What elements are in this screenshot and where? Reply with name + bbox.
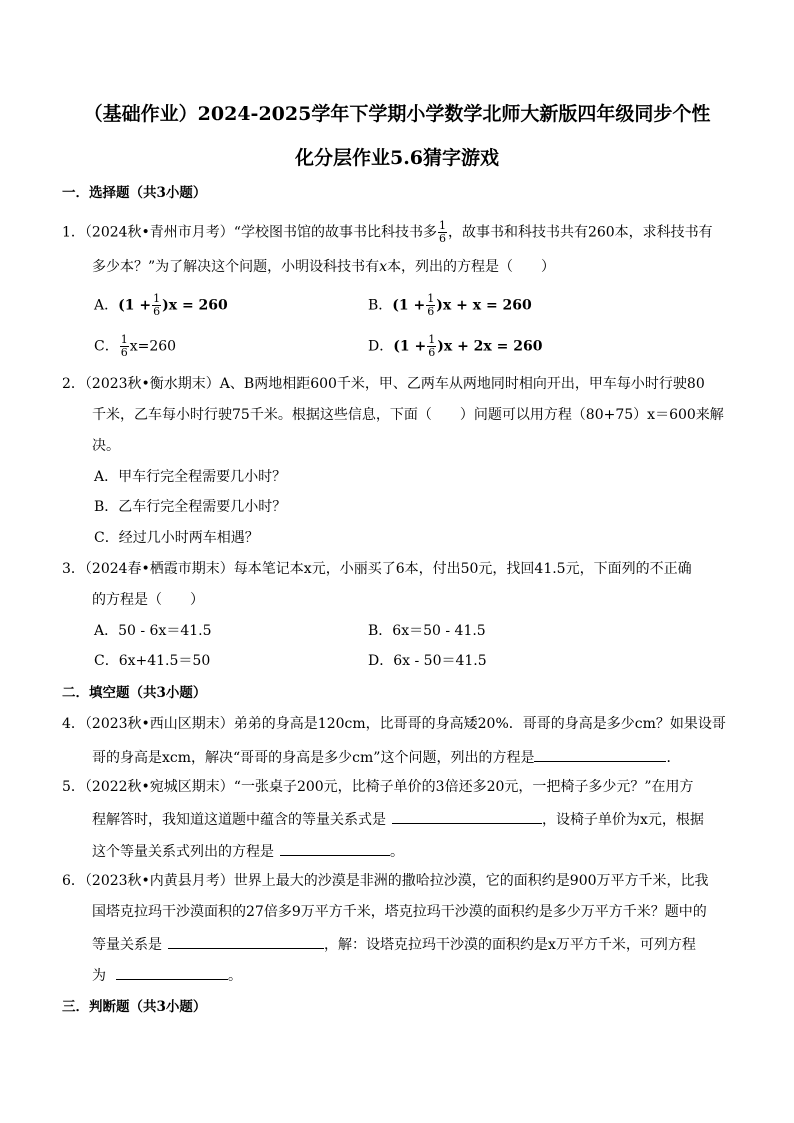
question-3-line-1: 3．（2024春•栖霞市期末）每本笔记本x元，小丽买了6本，付出50元，找回41.5元，下面列的不正确: [62, 561, 692, 577]
section-heading-judge: 三．判断题（共3小题）: [62, 999, 207, 1015]
question-5-line-3: 这个等量关系式列出的方程是 。: [92, 840, 404, 862]
answer-blank-q5-equation[interactable]: [280, 840, 390, 856]
answer-blank-q6-relation[interactable]: [168, 933, 324, 949]
question-1-option-a[interactable]: A．(1 + $\frac{1}{6}$ )x = 260: [94, 292, 228, 318]
question-4-line-1: 4．（2023秋•西山区期末）弟弟的身高是120cm，比哥哥的身高矮20%．哥哥的身高是多少cm？如果设哥: [62, 716, 726, 732]
page-title-line-1: （基础作业）2024-2025学年下学期小学数学北师大新版四年级同步个性: [83, 103, 711, 125]
fraction-one-sixth: $\frac{1}{6}$: [438, 219, 446, 245]
page-title-line-2: 化分层作业5.6猜字游戏: [294, 147, 500, 169]
question-5-line-2: 程解答时，我知道这道题中蕴含的等量关系式是 ，设椅子单价为x元，根据: [92, 808, 704, 830]
question-2-line-1: 2．（2023秋•衡水期末）A、B两地相距600千米，甲、乙两车从两地同时相向开出，甲车每小时行驶80: [62, 376, 705, 392]
question-2-option-c[interactable]: C．经过几小时两车相遇？: [94, 530, 259, 546]
question-3-option-d[interactable]: D．6x - 50＝41.5: [368, 653, 487, 669]
question-1-option-d[interactable]: D．(1 + $\frac{1}{6}$ )x + 2x = 260: [368, 333, 543, 359]
section-heading-choice: 一．选择题（共3小题）: [62, 185, 207, 201]
question-5-line-1: 5．（2022秋•宛城区期末）“一张桌子200元，比椅子单价的3倍还多20元，一把椅子多少元？”在用方: [62, 779, 694, 795]
answer-blank-q5-relation[interactable]: [392, 808, 542, 824]
question-6-line-3: 等量关系是 ，解：设塔克拉玛干沙漠的面积约是x万平方千米，可列方程: [92, 933, 696, 955]
question-3-option-c[interactable]: C．6x+41.5＝50: [94, 653, 211, 669]
question-6-line-2: 国塔克拉玛干沙漠面积的27倍多9万平方千米，塔克拉玛干沙漠的面积约是多少万平方千米？题中的: [92, 904, 707, 920]
question-2-line-3: 决。: [92, 438, 120, 454]
answer-blank-q6-equation[interactable]: [116, 964, 228, 980]
question-3-option-a[interactable]: A．50 - 6x＝41.5: [94, 623, 212, 639]
question-2-line-2: 千米，乙车每小时行驶75千米。根据这些信息，下面（ ）问题可以用方程（80+75）x＝600来解: [92, 407, 724, 423]
question-2-option-a[interactable]: A．甲车行完全程需要几小时？: [94, 469, 287, 485]
question-6-line-4: 为 。: [92, 964, 242, 986]
question-1-line-1: 1．（2024秋•青州市月考）“学校图书馆的故事书比科技书多 $\frac{1}{6}$ ，故事书和科技书共有260本，求科技书有: [62, 219, 713, 245]
question-2-option-b[interactable]: B．乙车行完全程需要几小时？: [94, 499, 287, 515]
question-1-line-2: 多少本？”为了解决这个问题，小明设科技书有x本，列出的方程是（ ）: [92, 259, 556, 275]
question-3-option-b[interactable]: B．6x＝50 - 41.5: [368, 623, 486, 639]
question-3-line-2: 的方程是（ ）: [92, 592, 204, 608]
section-heading-fill: 二．填空题（共3小题）: [62, 685, 207, 701]
question-4-line-2: 哥的身高是xcm，解决“哥哥的身高是多少cm”这个问题，列出的方程是 ．: [92, 746, 680, 768]
question-1-option-c[interactable]: C． $\frac{1}{6}$ x=260: [94, 333, 177, 359]
answer-blank-q4[interactable]: [534, 746, 666, 762]
question-1-option-b[interactable]: B．(1 + $\frac{1}{6}$ )x + x = 260: [368, 292, 532, 318]
question-6-line-1: 6．（2023秋•内黄县月考）世界上最大的沙漠是非洲的撒哈拉沙漠，它的面积约是900万平方千米，比我: [62, 873, 709, 889]
